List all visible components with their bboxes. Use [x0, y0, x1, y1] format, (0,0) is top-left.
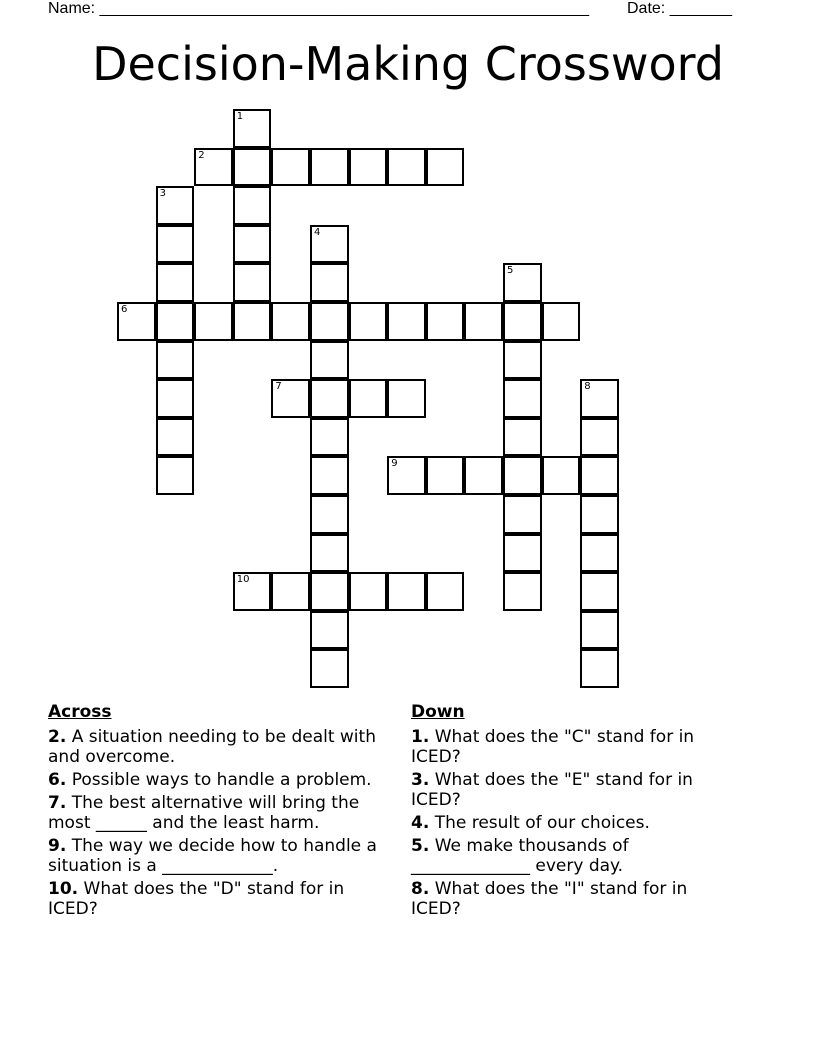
crossword-cell[interactable] — [387, 572, 426, 611]
crossword-cell[interactable] — [156, 418, 195, 457]
crossword-cell[interactable] — [271, 572, 310, 611]
clue-text: What does the "E" stand for in ICED? — [411, 770, 693, 810]
crossword-cell[interactable] — [387, 148, 426, 187]
crossword-cell[interactable] — [194, 148, 233, 187]
clue-text: What does the "D" stand for in ICED? — [48, 879, 345, 919]
crossword-cell[interactable] — [310, 341, 349, 380]
clue-number-label: 8 — [584, 381, 591, 393]
crossword-cell[interactable] — [349, 302, 388, 341]
across-clue-9 — [48, 836, 393, 876]
crossword-cell[interactable] — [271, 379, 310, 418]
crossword-cell[interactable] — [426, 302, 465, 341]
clue-text: The best alternative will bring the most ______ and the least harm. — [48, 793, 360, 833]
clue-text: Possible ways to handle a problem. — [71, 770, 372, 790]
crossword-cell[interactable] — [580, 379, 619, 418]
clue-number: 4. — [411, 813, 430, 833]
down-clues — [411, 702, 731, 922]
crossword-cell[interactable] — [580, 572, 619, 611]
crossword-cell[interactable] — [503, 418, 542, 457]
crossword-cell[interactable] — [310, 611, 349, 650]
crossword-cell[interactable] — [156, 186, 195, 225]
down-clue-8 — [411, 879, 731, 919]
crossword-cell[interactable] — [426, 572, 465, 611]
crossword-cell[interactable] — [310, 572, 349, 611]
clue-number-label: 5 — [507, 265, 514, 277]
crossword-cell[interactable] — [233, 186, 272, 225]
across-clue-10 — [48, 879, 393, 919]
clue-number: 9. — [48, 836, 67, 856]
clue-number: 2. — [48, 727, 67, 747]
crossword-cell[interactable] — [349, 572, 388, 611]
crossword-cell[interactable] — [503, 534, 542, 573]
clue-text: We make thousands of ______________ every day. — [411, 836, 629, 876]
crossword-cell[interactable] — [233, 302, 272, 341]
crossword-cell[interactable] — [503, 302, 542, 341]
crossword-cell[interactable] — [464, 302, 503, 341]
crossword-cell[interactable] — [387, 456, 426, 495]
clue-number: 6. — [48, 770, 67, 790]
crossword-cell[interactable] — [503, 572, 542, 611]
crossword-cell[interactable] — [580, 456, 619, 495]
crossword-cell[interactable] — [233, 225, 272, 264]
clue-text: The way we decide how to handle a situation is a _____________. — [48, 836, 377, 876]
crossword-cell[interactable] — [156, 456, 195, 495]
crossword-cell[interactable] — [542, 456, 581, 495]
crossword-cell[interactable] — [310, 302, 349, 341]
crossword-cell[interactable] — [580, 495, 619, 534]
clue-number-label: 4 — [314, 226, 321, 238]
across-clue-2 — [48, 727, 393, 767]
crossword-cell[interactable] — [310, 148, 349, 187]
crossword-cell[interactable] — [503, 379, 542, 418]
crossword-cell[interactable] — [503, 341, 542, 380]
clue-text: The result of our choices. — [434, 813, 650, 833]
clue-number-label: 10 — [236, 574, 250, 586]
clue-number-label: 6 — [121, 304, 128, 315]
down-clue-5 — [411, 836, 731, 876]
crossword-cell[interactable] — [117, 302, 156, 341]
clue-text: What does the "I" stand for in ICED? — [411, 879, 688, 919]
crossword-cell[interactable] — [310, 456, 349, 495]
crossword-cell[interactable] — [387, 302, 426, 341]
across-clues — [48, 702, 393, 922]
crossword-cell[interactable] — [349, 148, 388, 187]
crossword-cell[interactable] — [156, 263, 195, 302]
crossword-cell[interactable] — [233, 148, 272, 187]
clue-number: 7. — [48, 793, 67, 813]
down-heading: Down — [411, 702, 465, 722]
crossword-cell[interactable] — [310, 534, 349, 573]
crossword-cell[interactable] — [580, 418, 619, 457]
crossword-cell[interactable] — [580, 534, 619, 573]
crossword-cell[interactable] — [233, 263, 272, 302]
across-clue-7 — [48, 793, 393, 833]
clue-number: 10. — [48, 879, 79, 899]
clue-number-label: 3 — [159, 188, 166, 200]
crossword-cell[interactable] — [387, 379, 426, 418]
crossword-cell[interactable] — [310, 649, 349, 688]
clue-text: A situation needing to be dealt with and overcome. — [48, 727, 376, 767]
clue-number: 3. — [411, 770, 430, 790]
crossword-cell[interactable] — [503, 263, 542, 302]
crossword-cell[interactable] — [464, 456, 503, 495]
crossword-cell[interactable] — [156, 341, 195, 380]
crossword-cell[interactable] — [156, 225, 195, 264]
across-heading: Across — [48, 702, 112, 722]
crossword-cell[interactable] — [271, 302, 310, 341]
crossword-cell[interactable] — [156, 302, 195, 341]
crossword-cell[interactable] — [542, 302, 581, 341]
clue-number-label: 9 — [391, 458, 398, 470]
crossword-cell[interactable] — [426, 456, 465, 495]
clue-number-label: 7 — [275, 381, 282, 393]
clue-number: 8. — [411, 879, 430, 899]
date-line: Date: _______ — [627, 0, 732, 17]
crossword-cell[interactable] — [503, 495, 542, 534]
down-clue-1 — [411, 727, 731, 767]
down-clue-3 — [411, 770, 731, 810]
crossword-cell[interactable] — [310, 225, 349, 264]
crossword-cell[interactable] — [426, 148, 465, 187]
clue-number-label: 1 — [236, 111, 244, 122]
crossword-cell[interactable] — [310, 379, 349, 418]
down-clue-4 — [411, 813, 731, 833]
clue-number-label: 2 — [198, 149, 205, 161]
crossword-cell[interactable] — [349, 379, 388, 418]
crossword-cell[interactable] — [310, 263, 349, 302]
clue-text: What does the "C" stand for in ICED? — [411, 727, 695, 767]
crossword-cell[interactable] — [156, 379, 195, 418]
crossword-cell[interactable] — [233, 109, 272, 148]
clue-number: 1. — [411, 727, 430, 747]
name-line: Name: _______________________________________________________ — [48, 0, 589, 17]
crossword-cell[interactable] — [194, 302, 233, 341]
clue-number: 5. — [411, 836, 430, 856]
crossword-cell[interactable] — [580, 611, 619, 650]
crossword-cell[interactable] — [233, 572, 272, 611]
crossword-cell[interactable] — [503, 456, 542, 495]
crossword-cell[interactable] — [310, 495, 349, 534]
crossword-cell[interactable] — [580, 649, 619, 688]
page-title: Decision-Making Crossword — [92, 37, 724, 91]
crossword-cell[interactable] — [310, 418, 349, 457]
across-clue-6 — [48, 770, 393, 790]
crossword-cell[interactable] — [271, 148, 310, 187]
